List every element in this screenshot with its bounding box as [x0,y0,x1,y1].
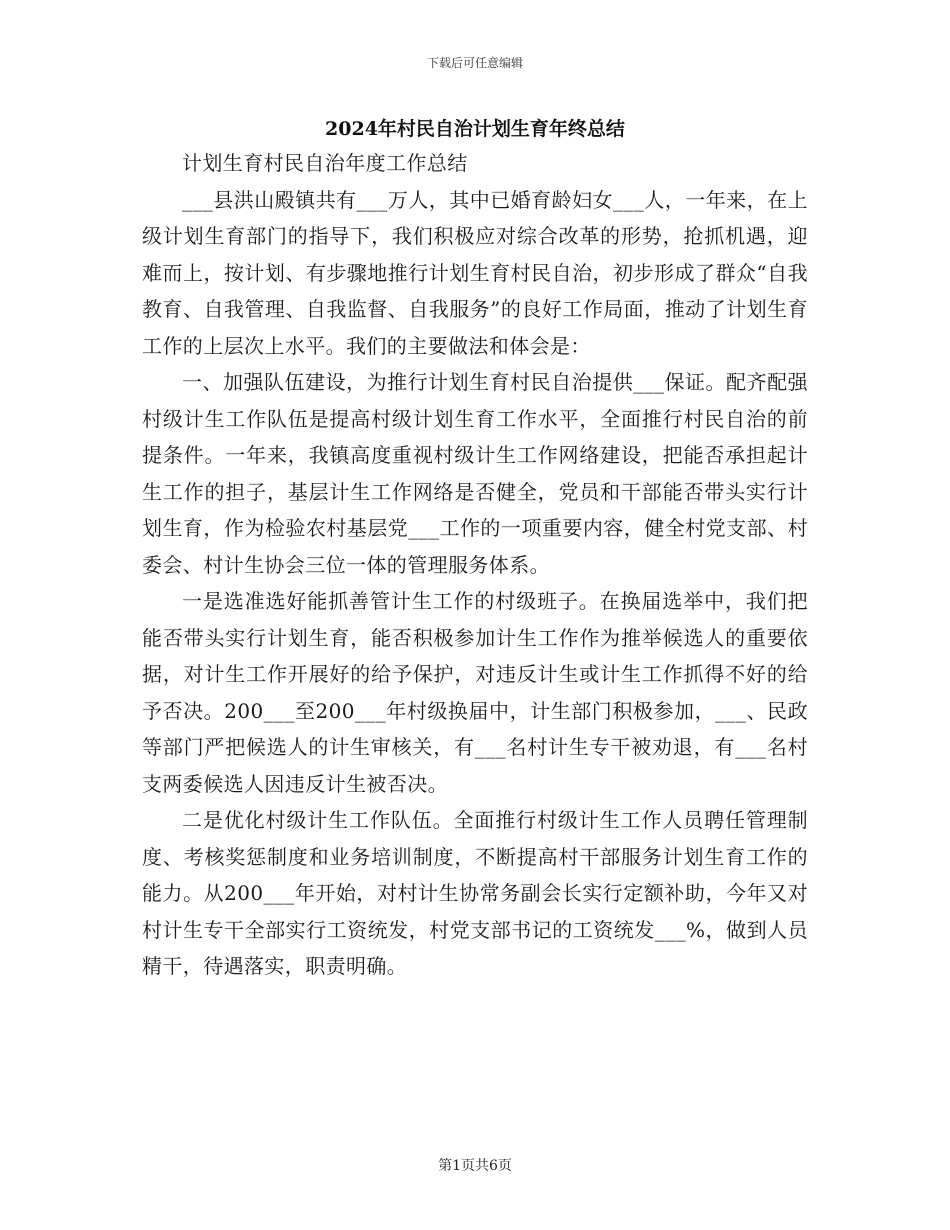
header-note: 下载后可任意编辑 [426,56,523,70]
body-paragraph: 一、加强队伍建设，为推行计划生育村民自治提供___保证。配齐配强村级计生工作队伍是提高村级计划生育工作水平，全面推行村民自治的前提条件。一年来，我镇高度重视村级计生工作网络建设，把能否承担起计生工作的担子，基层计生工作网络是否健全，党员和干部能否带头实行计划生育，作为检验农村基层党___工作的一项重要内容，健全村党支部、村委会、村计生协会三位一体的管理服务体系。 [142,370,808,577]
page-number: 第1页共6页 [438,1158,512,1174]
subtitle-paragraph: 计划生育村民自治年度工作总结 [182,151,468,175]
body-paragraph: ___县洪山殿镇共有___万人，其中已婚育龄妇女___人，一年来，在上级计划生育部门的指导下，我们积极应对综合改革的形势，抢抓机遇，迎难而上，按计划、有步骤地推行计划生育村民自治，初步形成了群众“自我教育、自我管理、自我监督、自我服务”的良好工作局面，推动了计划生育工作的上层次上水平。我们的主要做法和体会是： [142,187,808,358]
document-title: 2024年村民自治计划生育年终总结 [325,118,625,140]
body-paragraph: 一是选准选好能抓善管计生工作的村级班子。在换届选举中，我们把能否带头实行计划生育，能否积极参加计生工作作为推举候选人的重要依据，对计生工作开展好的给予保护，对违反计生或计生工作抓得不好的给予否决。200___至200___年村级换届中，计生部门积极参加，___、民政等部门严把候选人的计生审核关，有___名村计生专干被劝退，有___名村支两委候选人因违反计生被否决。 [142,589,808,796]
document-body [142,145,808,985]
body-paragraph: 二是优化村级计生工作队伍。全面推行村级计生工作人员聘任管理制度、考核奖惩制度和业务培训制度，不断提高村干部服务计划生育工作的能力。从200___年开始，对村计生协常务副会长实行定额补助，今年又对村计生专干全部实行工资统发，村党支部书记的工资统发___%，做到人员精干，待遇落实，职责明确。 [142,808,808,978]
